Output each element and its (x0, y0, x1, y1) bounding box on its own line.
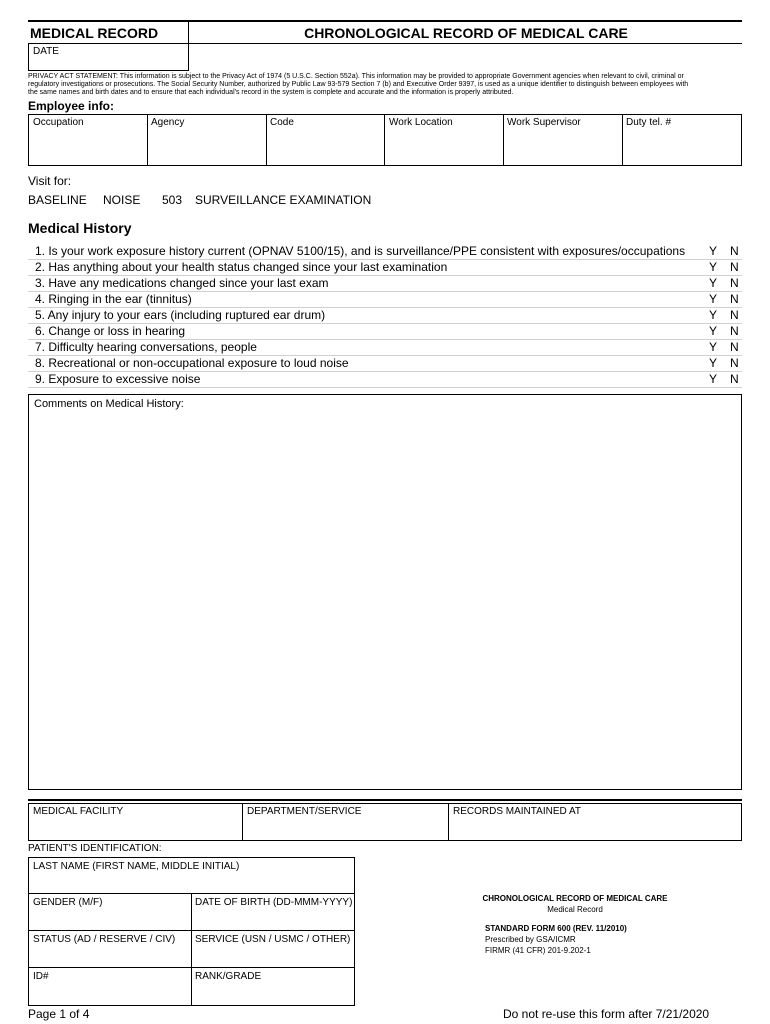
no-option-8[interactable]: N (730, 356, 739, 370)
question-separator (28, 355, 742, 356)
visit-exam: SURVEILLANCE EXAMINATION (195, 193, 372, 207)
no-option-6[interactable]: N (730, 324, 739, 338)
service-field[interactable]: SERVICE (USN / USMC / OTHER) (195, 934, 351, 945)
visit-code: 503 (162, 193, 183, 207)
id-number-field[interactable]: ID# (33, 971, 49, 982)
employee-col-divider-5 (622, 114, 623, 166)
prescribed-by: Prescribed by GSA/ICMR (485, 935, 576, 944)
question-4: 4. Ringing in the ear (tinnitus) (35, 292, 192, 306)
patient-identification-label: PATIENT'S IDENTIFICATION: (28, 843, 162, 854)
question-6: 6. Change or loss in hearing (35, 324, 186, 338)
yes-option-9[interactable]: Y (709, 372, 718, 386)
page-number: Page 1 of 4 (28, 1007, 90, 1021)
yes-option-1[interactable]: Y (709, 244, 718, 258)
question-separator (28, 259, 742, 260)
duty-tel-field[interactable]: Duty tel. # (626, 117, 672, 128)
yes-option-2[interactable]: Y (709, 260, 718, 274)
question-5: 5. Any injury to your ears (including ruptured ear drum) (35, 308, 326, 322)
reuse-notice: Do not re-use this form after 7/21/2020 (503, 1007, 710, 1021)
privacy-line-2: regulatory investigations or prosecutions. The Social Security Number, authorized by Public Law 93-579 Section 7 (b) and Executive Order 9397, is used as a unique identifier to distinguish between employees with (28, 81, 689, 88)
employee-info-heading: Employee info: (28, 99, 115, 113)
employee-col-divider-1 (147, 114, 148, 166)
date-of-birth-field[interactable]: DATE OF BIRTH (DD-MMM-YYYY) (195, 897, 353, 908)
medical-history-heading: Medical History (28, 220, 132, 236)
comments-textarea[interactable] (28, 394, 742, 790)
question-separator (28, 323, 742, 324)
yes-option-3[interactable]: Y (709, 276, 718, 290)
no-option-1[interactable]: N (730, 244, 739, 258)
question-9: 9. Exposure to excessive noise (35, 372, 201, 386)
question-1: 1. Is your work exposure history current (OPNAV 5100/15), and is surveillance/PPE consistent with exposures/occupations (35, 244, 686, 258)
work-location-field[interactable]: Work Location (389, 117, 453, 128)
question-separator (28, 291, 742, 292)
department-service-field[interactable]: DEPARTMENT/SERVICE (247, 806, 362, 817)
medical-record-title: MEDICAL RECORD (30, 25, 159, 41)
question-7: 7. Difficulty hearing conversations, people (35, 340, 257, 354)
facility-col-divider-1 (242, 803, 243, 841)
employee-col-divider-2 (266, 114, 267, 166)
question-separator (28, 307, 742, 308)
form-subtitle: Medical Record (547, 905, 603, 914)
question-2: 2. Has anything about your health status changed since your last examination (35, 260, 448, 274)
question-separator (28, 371, 742, 372)
yes-option-4[interactable]: Y (709, 292, 718, 306)
rank-grade-field[interactable]: RANK/GRADE (195, 971, 262, 982)
no-option-2[interactable]: N (730, 260, 739, 274)
footer-rule (28, 799, 742, 801)
facility-col-divider-2 (448, 803, 449, 841)
yes-option-6[interactable]: Y (709, 324, 718, 338)
question-8: 8. Recreational or non-occupational exposure to loud noise (35, 356, 349, 370)
top-rule (28, 20, 742, 22)
date-label: DATE (33, 46, 59, 57)
comments-label: Comments on Medical History: (34, 398, 184, 410)
no-option-3[interactable]: N (730, 276, 739, 290)
medical-facility-field[interactable]: MEDICAL FACILITY (33, 806, 124, 817)
yes-option-5[interactable]: Y (709, 308, 718, 322)
privacy-line-3: the same names and birth dates and to ensure that each individual's record in the system is complete and accurate and the information is properly attributed. (28, 89, 514, 96)
work-supervisor-field[interactable]: Work Supervisor (507, 117, 581, 128)
no-option-4[interactable]: N (730, 292, 739, 306)
no-option-9[interactable]: N (730, 372, 739, 386)
yes-option-8[interactable]: Y (709, 356, 718, 370)
records-maintained-field[interactable]: RECORDS MAINTAINED AT (453, 806, 581, 817)
firmr-reference: FIRMR (41 CFR) 201-9.202-1 (485, 946, 591, 955)
question-separator (28, 387, 742, 388)
last-name-field[interactable]: LAST NAME (FIRST NAME, MIDDLE INITIAL) (33, 861, 240, 872)
form-title: CHRONOLOGICAL RECORD OF MEDICAL CARE (482, 894, 668, 903)
no-option-7[interactable]: N (730, 340, 739, 354)
visit-for-label: Visit for: (28, 174, 72, 188)
question-3: 3. Have any medications changed since your last exam (35, 276, 329, 290)
gender-field[interactable]: GENDER (M/F) (33, 897, 103, 908)
agency-field[interactable]: Agency (151, 117, 185, 128)
chronological-record-title: CHRONOLOGICAL RECORD OF MEDICAL CARE (304, 25, 628, 41)
yes-option-7[interactable]: Y (709, 340, 718, 354)
employee-col-divider-4 (503, 114, 504, 166)
privacy-statement (28, 73, 744, 97)
occupation-field[interactable]: Occupation (33, 117, 84, 128)
no-option-5[interactable]: N (730, 308, 739, 322)
employee-col-divider-3 (384, 114, 385, 166)
patient-col-divider (191, 893, 192, 1006)
privacy-line-1: PRIVACY ACT STATEMENT: This information is subject to the Privacy Act of 1974 (5 U.S.C. Section 552a). This information may be provided to appropriate Government agencies when relevant to civil, criminal or (28, 73, 684, 80)
visit-noise: NOISE (103, 193, 141, 207)
standard-form-number: STANDARD FORM 600 (REV. 11/2010) (485, 924, 627, 933)
question-separator (28, 339, 742, 340)
status-field[interactable]: STATUS (AD / RESERVE / CIV) (33, 934, 176, 945)
code-field[interactable]: Code (270, 117, 294, 128)
visit-baseline: BASELINE (28, 193, 87, 207)
question-separator (28, 275, 742, 276)
